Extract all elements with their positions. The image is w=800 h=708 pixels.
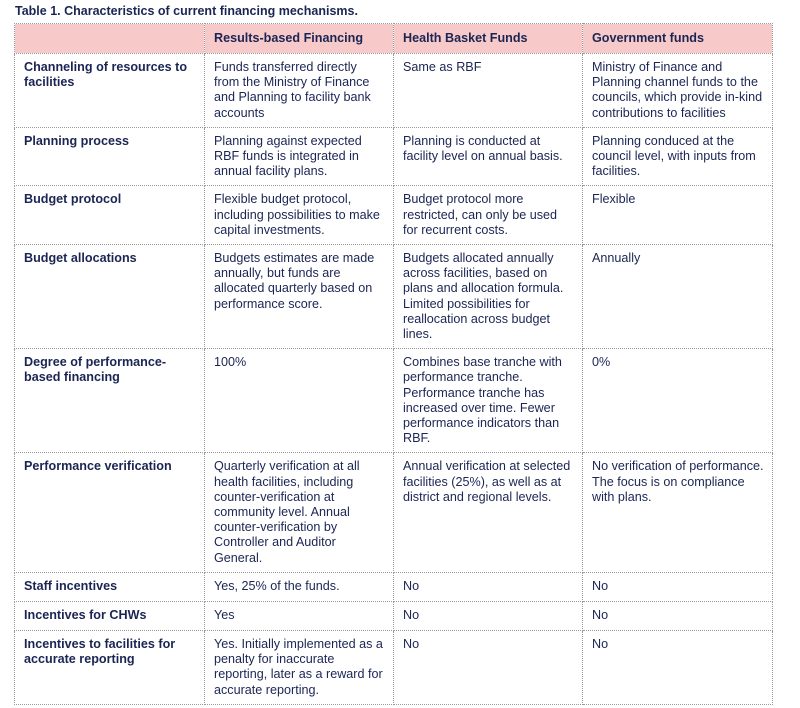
table-cell: 100% <box>205 349 394 453</box>
row-label: Channeling of resources to facilities <box>15 54 205 128</box>
financing-mechanisms-table <box>14 23 773 705</box>
table-cell: Budgets estimates are made annually, but funds are allocated quarterly based on performance score. <box>205 245 394 349</box>
table-cell: No <box>583 630 773 704</box>
table-row <box>15 572 773 601</box>
table-row <box>15 630 773 704</box>
row-label: Budget protocol <box>15 186 205 245</box>
table-row <box>15 453 773 572</box>
table-cell: Budgets allocated annually across facilities, based on plans and allocation formula. Limited possibilities for reallocation across budget lines. <box>394 245 583 349</box>
table-row <box>15 601 773 630</box>
table-header-row <box>15 24 773 54</box>
table-caption: Table 1. Characteristics of current financing mechanisms. <box>15 4 358 18</box>
table-cell: Yes <box>205 601 394 630</box>
table-cell: Budget protocol more restricted, can only be used for recurrent costs. <box>394 186 583 245</box>
table-cell: No verification of performance. The focus is on compliance with plans. <box>583 453 773 572</box>
table-cell: No <box>583 601 773 630</box>
row-label: Performance verification <box>15 453 205 572</box>
row-label: Budget allocations <box>15 245 205 349</box>
table-cell: Yes. Initially implemented as a penalty for inaccurate reporting, later as a reward for accurate reporting. <box>205 630 394 704</box>
table-cell: Annually <box>583 245 773 349</box>
row-label: Incentives to facilities for accurate reporting <box>15 630 205 704</box>
table-row <box>15 349 773 453</box>
table-cell: Planning is conducted at facility level on annual basis. <box>394 127 583 186</box>
table-cell: No <box>394 572 583 601</box>
table-row <box>15 54 773 128</box>
row-label: Planning process <box>15 127 205 186</box>
table-row <box>15 245 773 349</box>
table-row <box>15 127 773 186</box>
row-label: Degree of performance-based financing <box>15 349 205 453</box>
row-label: Incentives for CHWs <box>15 601 205 630</box>
header-government-funds: Government funds <box>583 24 773 54</box>
table-cell: Flexible budget protocol, including possibilities to make capital investments. <box>205 186 394 245</box>
table-cell: Same as RBF <box>394 54 583 128</box>
header-results-based-financing: Results-based Financing <box>205 24 394 54</box>
table-cell: 0% <box>583 349 773 453</box>
table-cell: Yes, 25% of the funds. <box>205 572 394 601</box>
table-cell: No <box>394 601 583 630</box>
table-cell: Ministry of Finance and Planning channel funds to the councils, which provide in-kind contributions to facilities <box>583 54 773 128</box>
table-cell: Annual verification at selected facilities (25%), as well as at district and regional levels. <box>394 453 583 572</box>
table-cell: Funds transferred directly from the Ministry of Finance and Planning to facility bank accounts <box>205 54 394 128</box>
header-health-basket-funds: Health Basket Funds <box>394 24 583 54</box>
table-cell: Planning conduced at the council level, with inputs from facilities. <box>583 127 773 186</box>
table-cell: Quarterly verification at all health facilities, including counter-verification at community level. Annual counter-verification by Controller and Auditor General. <box>205 453 394 572</box>
table-cell: Planning against expected RBF funds is integrated in annual facility plans. <box>205 127 394 186</box>
table-cell: No <box>583 572 773 601</box>
table-cell: No <box>394 630 583 704</box>
table-cell: Combines base tranche with performance tranche. Performance tranche has increased over time. Fewer performance indicators than RBF. <box>394 349 583 453</box>
table-cell: Flexible <box>583 186 773 245</box>
table-row <box>15 186 773 245</box>
header-corner-cell <box>15 24 205 54</box>
row-label: Staff incentives <box>15 572 205 601</box>
